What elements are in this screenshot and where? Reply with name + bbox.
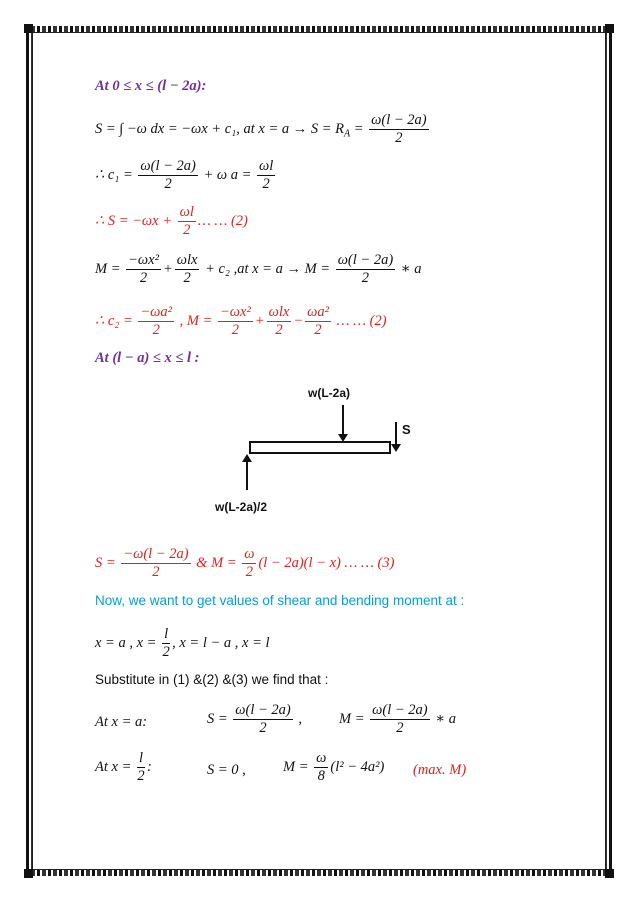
fraction: $\frac{\omega(l - 2a)}{2}$ <box>140 158 196 192</box>
fraction: $\frac{\omega}{2}$ <box>244 546 255 580</box>
eq-text: ∴ c₁ = <box>95 166 133 183</box>
eq-text: (l − 2a)(l − x) … … (3) <box>258 554 395 571</box>
eq-text: , <box>298 710 303 727</box>
fraction: $\frac{\omega}{8}$ <box>316 750 327 784</box>
fraction: $\frac{\omega l}{2}$ <box>259 158 274 192</box>
fraction: $\frac{\text{−ωx²}}{2}$ <box>128 252 159 286</box>
eq-number: … … (2) <box>336 312 387 329</box>
eq-text: S = <box>207 710 228 727</box>
fraction: $\frac{\text{ωa²}}{2}$ <box>307 304 329 338</box>
intro-sentence: Now, we want to get values of shear and bending moment at : <box>95 593 465 608</box>
corner-ornament <box>24 869 33 878</box>
eq-text: = <box>350 120 364 137</box>
eq-text: , x = l − a , x = l <box>172 634 270 651</box>
c1-equation <box>95 158 277 193</box>
load-label: w(L-2a) <box>308 386 350 400</box>
eq-text: M = <box>283 758 309 775</box>
fraction: $\frac{-\omega(l - 2a)}{2}$ <box>123 546 189 580</box>
load-arrow-head <box>338 434 348 442</box>
reaction-label: w(L-2a)/2 <box>215 500 268 514</box>
eq-text: ∴ S = −ωx + <box>95 212 173 229</box>
shear-integral-equation <box>95 112 431 147</box>
beam-diagram <box>200 380 440 520</box>
evaluation-points <box>95 626 270 661</box>
fraction: $\frac{\omega(l - 2a)}{2}$ <box>235 702 291 736</box>
shear-result-equation <box>95 204 248 239</box>
substitute-sentence: Substitute in (1) &(2) &(3) we find that : <box>95 672 329 687</box>
corner-ornament <box>605 869 614 878</box>
beam-svg <box>200 380 440 520</box>
fraction: $\frac{l}{2}$ <box>162 626 170 660</box>
eq-text: + ω a = <box>203 166 252 183</box>
eq-text: M = <box>339 710 365 727</box>
fraction: $\frac{\omega(l - 2a)}{2}$ <box>337 252 394 286</box>
eq-text: S = ∫ −ω dx = −ωx + c₁ <box>95 120 237 137</box>
fraction: $\frac{\omega(l - 2a)}{2}$ <box>372 702 428 736</box>
eq-text: ∴ c₂ = <box>95 312 133 329</box>
eq-text: At x = <box>95 758 132 775</box>
eq-op: + <box>162 260 173 277</box>
reaction-arrow-head <box>242 454 252 462</box>
shear-moment-eq-3 <box>95 546 394 581</box>
eq-text: + c₂ ,at x = a → M = <box>205 260 331 277</box>
fraction: $\frac{\omega l}{2}$ <box>179 204 194 238</box>
shear-label: S <box>402 422 411 437</box>
eq-text: S = <box>95 554 116 571</box>
fraction: $\frac{\text{ωlx}}{2}$ <box>268 304 290 338</box>
fraction: $\frac{\text{−ωa²}}{2}$ <box>140 304 172 338</box>
eq-text: (l² − 4a²) <box>330 758 385 775</box>
eq-text: & M = <box>196 554 237 571</box>
eq-text: : <box>147 758 152 775</box>
eq-op: − <box>293 312 304 329</box>
eq-text: ∗ a <box>435 710 456 727</box>
eq-text: S = 0 , <box>207 762 246 778</box>
fraction: $\frac{\omega(l - 2a)}{2}$ <box>371 112 427 146</box>
c2-moment-result <box>95 304 387 339</box>
eq-text: , M = <box>179 312 213 329</box>
eq-text: , at x = a → S = R <box>236 120 345 137</box>
eq-op: + <box>254 312 265 329</box>
moment-equation <box>95 252 422 287</box>
eq-text: x = a , x = <box>95 634 157 651</box>
fraction: $\frac{\text{−ωx²}}{2}$ <box>220 304 251 338</box>
eq-subscript: A <box>344 128 351 140</box>
eq-text: At x = a: <box>95 714 148 730</box>
max-moment-note: (max. M) <box>413 762 467 778</box>
beam-rect <box>250 442 390 453</box>
eq-text: M = <box>95 260 121 277</box>
section-heading-1: At 0 ≤ x ≤ (l − 2a): <box>95 78 207 94</box>
corner-ornament <box>605 24 614 33</box>
result-at-x-a <box>95 702 555 742</box>
eq-number: … … (2) <box>197 212 248 229</box>
fraction: $\frac{\text{ωlx}}{2}$ <box>176 252 198 286</box>
fraction: $\frac{l}{2}$ <box>137 750 145 784</box>
section-heading-2: At (l − a) ≤ x ≤ l : <box>95 350 200 366</box>
result-at-x-l-half <box>95 750 555 790</box>
corner-ornament <box>24 24 33 33</box>
eq-text: ∗ a <box>400 260 422 277</box>
shear-arrow-head <box>391 444 401 452</box>
